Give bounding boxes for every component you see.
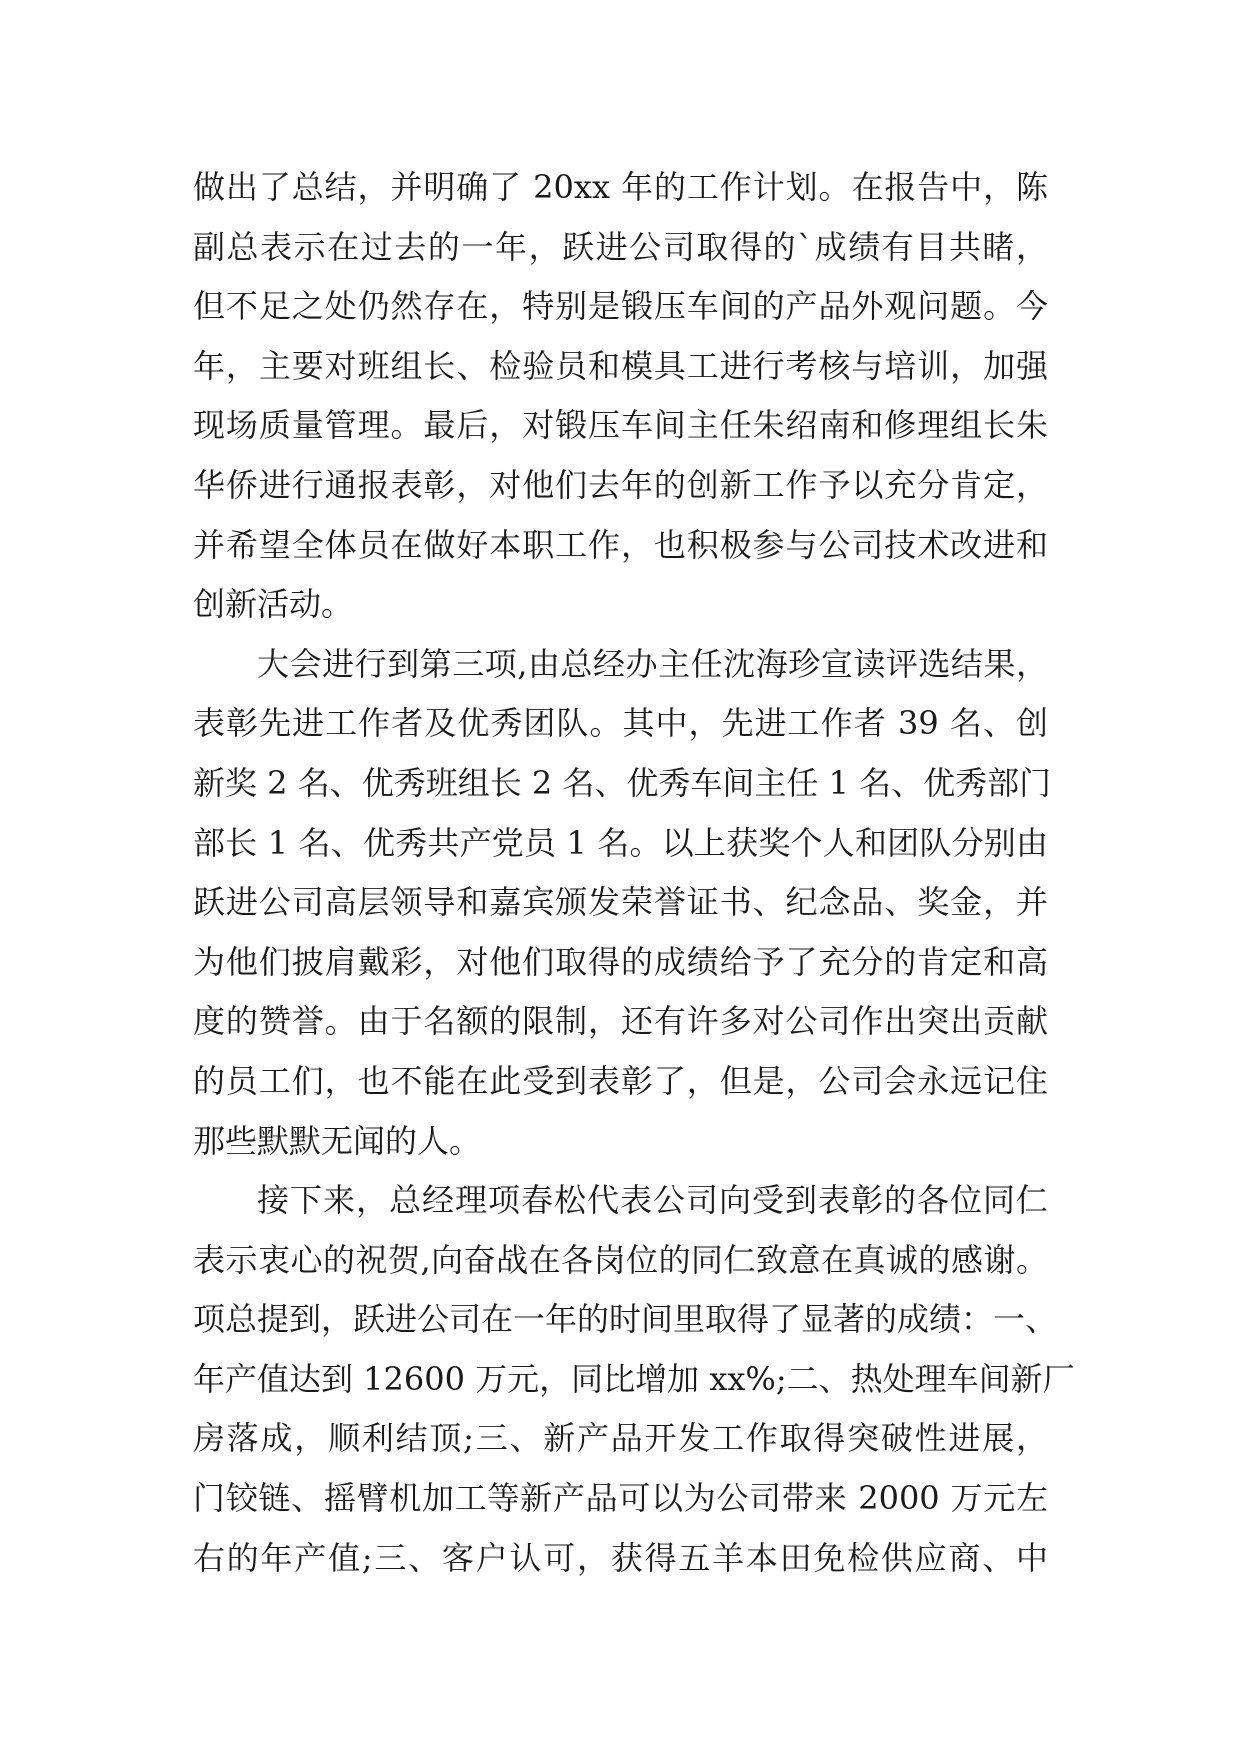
text-line: 并希望全体员在做好本职工作，也积极参与公司技术改进和	[193, 525, 1048, 564]
text-line: 那些默默无闻的人。	[193, 1121, 482, 1160]
paragraph-3	[193, 1171, 1075, 1588]
document-body	[193, 158, 1075, 1588]
text-line: 新奖 2 名、优秀班组长 2 名、优秀车间主任 1 名、优秀部门	[193, 763, 1052, 802]
text-line: 门铰链、摇臂机加工等新产品可以为公司带来 2000 万元左	[193, 1479, 1048, 1518]
text-line: 的员工们，也不能在此受到表彰了，但是，公司会永远记住	[193, 1061, 1048, 1100]
text-line: 项总提到，跃进公司在一年的时间里取得了显著的成绩：一、	[193, 1300, 1058, 1339]
text-line: 做出了总结，并明确了 20xx 年的工作计划。在报告中，陈	[193, 168, 1048, 206]
text-line: 右的年产值;三、客户认可，获得五羊本田免检供应商、中	[193, 1538, 1048, 1577]
text-line: 跃进公司高层领导和嘉宾颁发荣誉证书、纪念品、奖金，并	[193, 883, 1048, 922]
text-line: 年产值达到 12600 万元，同比增加 xx%;二、热处理车间新厂	[193, 1359, 1075, 1398]
text-line: 为他们披肩戴彩，对他们取得的成绩给予了充分的肯定和高	[193, 942, 1048, 981]
text-line: 表彰先进工作者及优秀团队。其中，先进工作者 39 名、创	[193, 704, 1048, 743]
text-line: 房落成，顺利结顶;三、新产品开发工作取得突破性进展，	[193, 1419, 1048, 1458]
text-line: 年，主要对班组长、检验员和模具工进行考核与培训，加强	[193, 346, 1048, 385]
text-line: 接下来，总经理项春松代表公司向受到表彰的各位同仁	[257, 1181, 1048, 1220]
text-line: 创新活动。	[193, 585, 354, 624]
text-line: 部长 1 名、优秀共产党员 1 名。以上获奖个人和团队分别由	[193, 823, 1048, 862]
text-line: 表示衷心的祝贺,向奋战在各岗位的同仁致意在真诚的感谢。	[193, 1240, 1048, 1279]
paragraph-2	[193, 635, 1052, 1171]
text-line: 华侨进行通报表彰，对他们去年的创新工作予以充分肯定，	[193, 465, 1048, 504]
paragraph-1	[193, 158, 1048, 635]
text-line: 度的赞誉。由于名额的限制，还有许多对公司作出突出贡献	[193, 1002, 1048, 1041]
text-line: 副总表示在过去的一年，跃进公司取得的`成绩有目共睹，	[193, 227, 1048, 266]
text-line: 大会进行到第三项,由总经办主任沈海珍宣读评选结果，	[257, 644, 1048, 683]
text-line: 但不足之处仍然存在，特别是锻压车间的产品外观问题。今	[193, 287, 1048, 326]
text-line: 现场质量管理。最后，对锻压车间主任朱绍南和修理组长朱	[193, 406, 1048, 445]
